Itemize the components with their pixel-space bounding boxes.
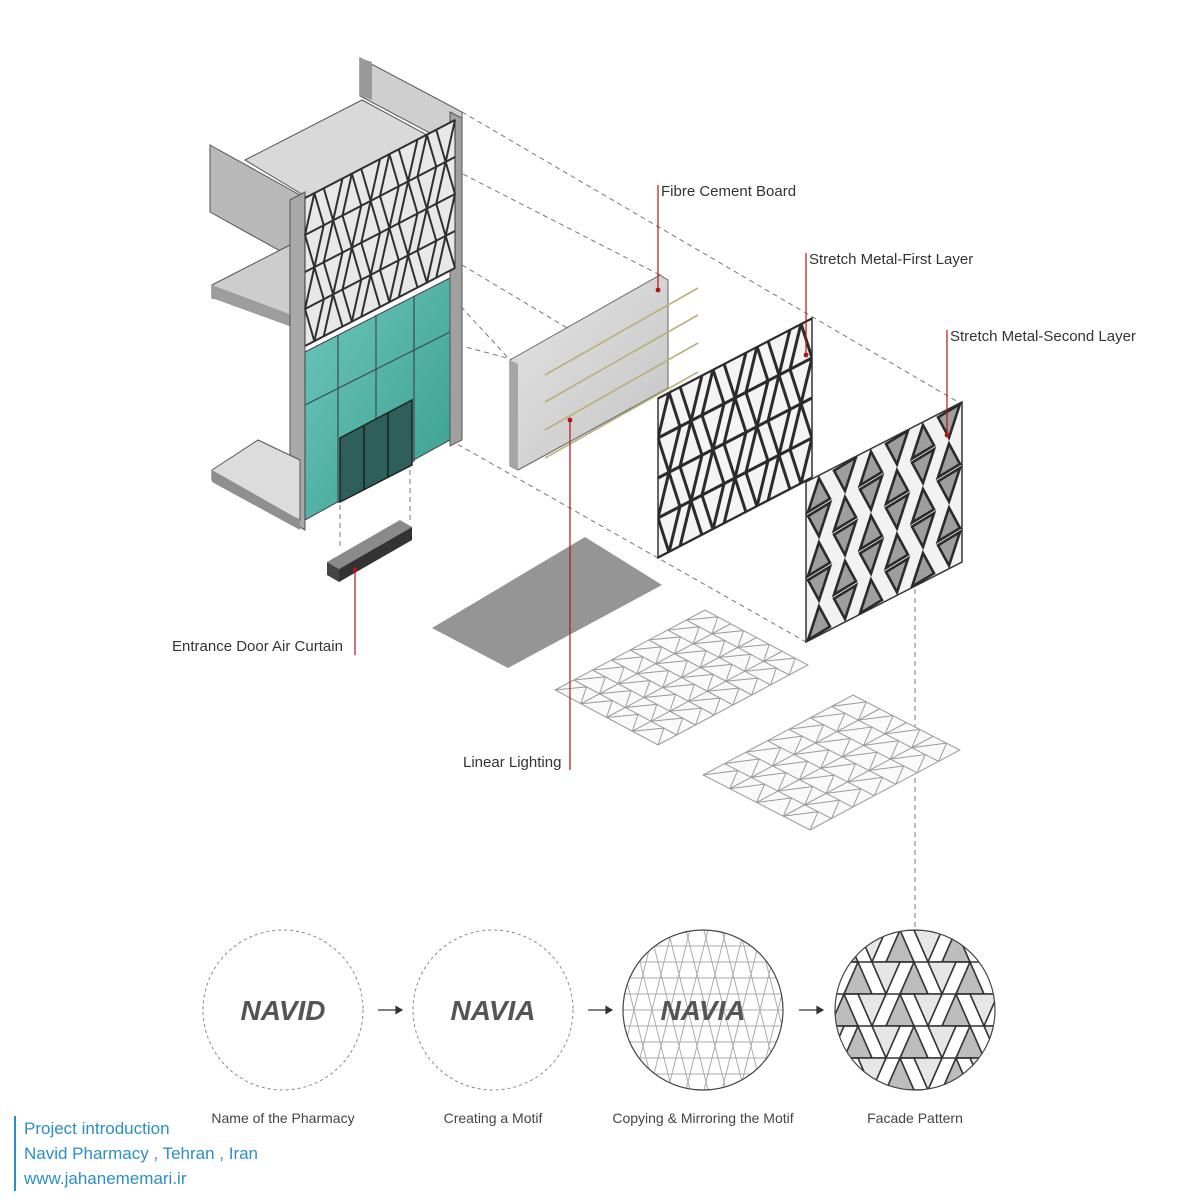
motif-text-navid: NAVID <box>240 995 326 1026</box>
caption-creating-motif: Creating a Motif <box>443 1110 543 1126</box>
project-info <box>14 1116 258 1191</box>
label-stretch-metal-first-layer: Stretch Metal-First Layer <box>809 251 974 268</box>
projected-pattern-first <box>555 610 808 745</box>
label-stretch-metal-second-layer: Stretch Metal-Second Layer <box>950 328 1136 345</box>
projected-pattern-second <box>703 695 960 830</box>
label-fibre-cement-board: Fibre Cement Board <box>661 183 797 200</box>
label-entrance-door-air-curtain: Entrance Door Air Curtain <box>172 638 343 655</box>
caption-name-of-pharmacy: Name of the Pharmacy <box>211 1110 355 1126</box>
project-info-website[interactable]: www.jahanememari.ir <box>24 1169 187 1188</box>
caption-copying-mirroring: Copying & Mirroring the Motif <box>612 1110 794 1126</box>
stretch-metal-second-layer <box>806 402 962 642</box>
caption-facade-pattern: Facade Pattern <box>867 1110 963 1126</box>
lighting-shadow-plane <box>432 537 662 668</box>
motif-text-navia: NAVIA <box>450 995 536 1026</box>
motif-text-navia-mirrored: NAVIA <box>660 995 746 1026</box>
entrance-door-air-curtain <box>327 520 412 582</box>
project-info-title: Project introduction <box>24 1119 170 1138</box>
project-info-name: Navid Pharmacy , Tehran , Iran <box>24 1144 259 1163</box>
motif-circle-facade <box>835 930 995 1090</box>
stretch-metal-first-layer <box>658 318 812 558</box>
building-axonometric <box>210 58 462 530</box>
motif-process <box>203 930 1054 1122</box>
label-linear-lighting: Linear Lighting <box>463 754 562 771</box>
